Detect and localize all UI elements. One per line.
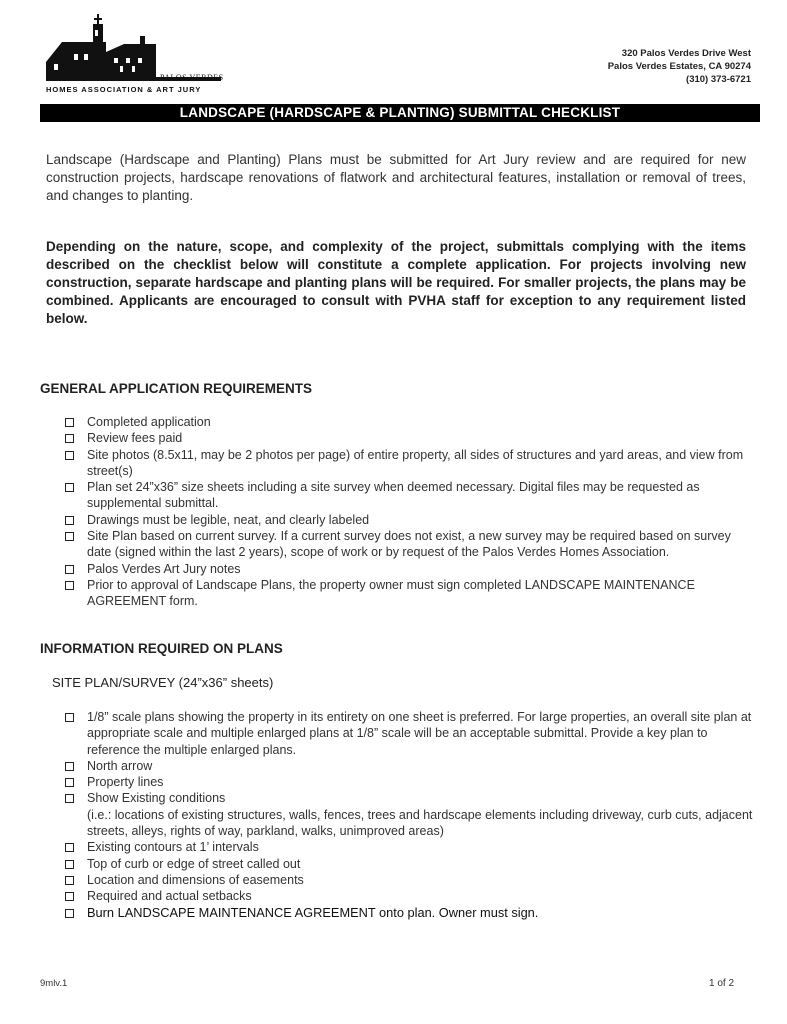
checkbox-icon[interactable] [65,516,74,525]
checklist-item[interactable] [64,790,754,839]
checklist-item-label: Site Plan based on current survey. If a current survey does not exist, a new survey may be required based on survey date (signed within the last 2 years), scope of work or by request of the Palos Verdes Homes Association. [87,529,731,560]
general-checklist [64,414,754,610]
page-title: LANDSCAPE (HARDSCAPE & PLANTING) SUBMITTAL CHECKLIST [40,104,760,122]
address-city: Palos Verdes Estates, CA 90274 [607,61,751,72]
checklist-item[interactable] [64,758,754,774]
logo-subtitle: HOMES ASSOCIATION & ART JURY [46,85,202,94]
checklist-item-label: 1/8” scale plans showing the property in its entirety on one sheet is preferred. For large properties, an overall site plan at appropriate scale and multiple enlarged plans at 1/8” scale will be an acceptable submittal. Provide a key plan to reference the multiple enlarged plans. [87,710,752,757]
checklist-item-label: Review fees paid [87,431,183,446]
checklist-item[interactable] [64,512,754,528]
checklist-item-label: Top of curb or edge of street called out [87,856,301,871]
checklist-item[interactable] [64,888,754,904]
checklist-item-label: North arrow [87,758,153,773]
general-requirements-heading: GENERAL APPLICATION REQUIREMENTS [40,381,313,396]
checklist-item-label: Drawings must be legible, neat, and clearly labeled [87,512,370,527]
checklist-item[interactable] [64,774,754,790]
checkbox-icon[interactable] [65,843,74,852]
address-street: 320 Palos Verdes Drive West [621,48,751,59]
checkbox-icon[interactable] [65,909,74,918]
checklist-item[interactable] [64,430,754,446]
checklist-item-label: Burn LANDSCAPE MAINTENANCE AGREEMENT onto plan. Owner must sign. [87,904,539,920]
checkbox-icon[interactable] [65,892,74,901]
checkbox-icon[interactable] [65,434,74,443]
checkbox-icon[interactable] [65,762,74,771]
checkbox-icon[interactable] [65,860,74,869]
address-phone: (310) 373-6721 [686,74,751,85]
checklist-item-label: Required and actual setbacks [87,889,252,904]
checklist-item[interactable] [64,709,754,758]
checklist-item[interactable] [64,856,754,872]
checklist-item-label: Site photos (8.5x11, may be 2 photos per page) of entire property, all sides of structures and yard areas, and view from street(s) [87,447,744,478]
checkbox-icon[interactable] [65,713,74,722]
checklist-item[interactable] [64,872,754,888]
checklist-item[interactable] [64,839,754,855]
pvha-logo [44,14,224,96]
checklist-item-label: Completed application [87,415,211,429]
checklist-item-label: Show Existing conditions [87,791,226,806]
plans-checklist [64,709,754,921]
checklist-item[interactable] [64,561,754,577]
checklist-item[interactable] [64,905,754,921]
existing-conditions-note: (i.e.: locations of existing structures, walls, fences, trees and hardscape elements including driveway, curb cuts, adjacent streets, alleys, rights of way, parkland, walks, unimproved areas) [87,807,753,839]
checkbox-icon[interactable] [65,794,74,803]
checklist-item-label: Palos Verdes Art Jury notes [87,561,241,576]
checkbox-icon[interactable] [65,451,74,460]
checklist-item-label: Location and dimensions of easements [87,872,304,887]
address-block [608,47,751,86]
checklist-item[interactable] [64,414,754,430]
checkbox-icon[interactable] [65,532,74,541]
checklist-item-label: Plan set 24”x36” size sheets including a site survey when deemed necessary. Digital files may be requested as supplemental submittal. [87,480,700,511]
form-version: 9mlv.1 [40,978,68,989]
checklist-item[interactable] [64,479,754,512]
checkbox-icon[interactable] [65,581,74,590]
logo-name: PALOS VERDES [160,73,224,82]
checkbox-icon[interactable] [65,565,74,574]
checklist-item[interactable] [64,447,754,480]
plans-heading: INFORMATION REQUIRED ON PLANS [40,641,283,656]
notice-paragraph: Depending on the nature, scope, and complexity of the project, submittals complying with the items described on the checklist below will constitute a complete application. For projects involving new construction, separate hardscape and planting plans will be required. For smaller projects, the plans may be combined. Applicants are encouraged to consult with PVHA staff for exception to any requirement listed below. [46,239,746,326]
checkbox-icon[interactable] [65,876,74,885]
checklist-item-label: Prior to approval of Landscape Plans, the property owner must sign completed LANDSCAPE MAINTENANCE AGREEMENT form. [87,577,695,609]
page-number: 1 of 2 [709,978,735,989]
checkbox-icon[interactable] [65,778,74,787]
checkbox-icon[interactable] [65,483,74,492]
checklist-item[interactable] [64,577,754,610]
checkbox-icon[interactable] [65,418,74,427]
checklist-item[interactable] [64,528,754,561]
site-plan-subheading: SITE PLAN/SURVEY (24”x36” sheets) [52,675,274,690]
checklist-item-label: Existing contours at 1’ intervals [87,840,259,855]
intro-paragraph: Landscape (Hardscape and Planting) Plans must be submitted for Art Jury review and are required for new construction projects, hardscape renovations of flatwork and architectural features, installation or removal of trees, and changes to planting. [46,152,746,203]
checklist-item-label: Property lines [87,775,164,790]
